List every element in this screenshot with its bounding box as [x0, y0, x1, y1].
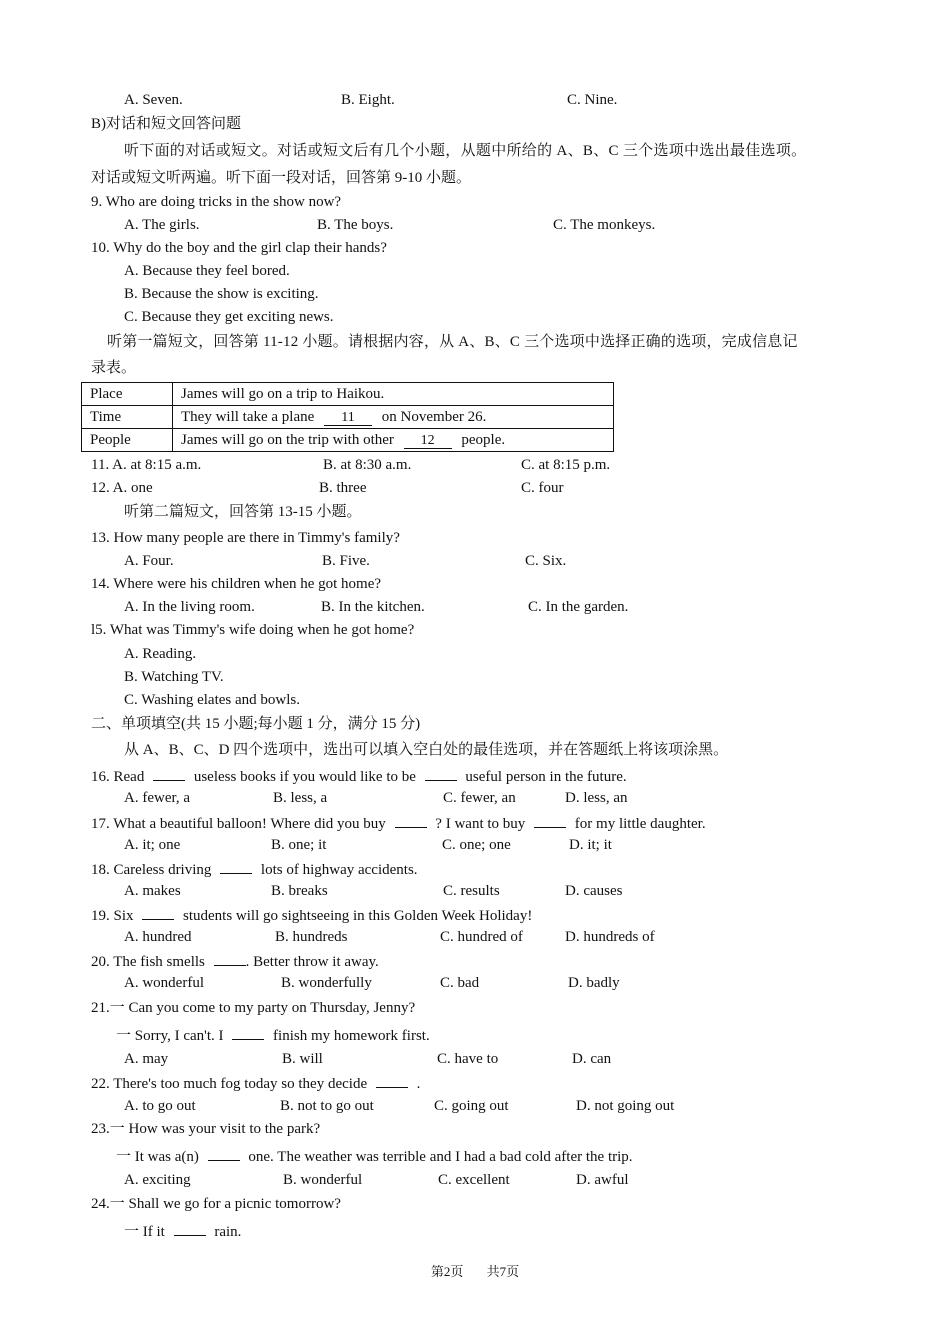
q22-text-2: .	[416, 1076, 421, 1092]
q24-text-2: rain.	[214, 1224, 242, 1240]
q15-option-b: B. Watching TV.	[124, 669, 224, 685]
time-value	[173, 406, 614, 429]
table-row	[82, 406, 614, 429]
q22-text-1: 22. There's too much fog today so they decide	[91, 1076, 368, 1092]
q21-option-d: D. can	[572, 1051, 612, 1067]
q16-option-c: C. fewer, an	[443, 790, 516, 806]
q16-stem	[91, 766, 627, 786]
q22-option-d: D. not going out	[576, 1098, 675, 1114]
q15-option-a: A. Reading.	[124, 646, 197, 662]
q18-stem	[91, 859, 418, 879]
place-value: James will go on a trip to Haikou.	[173, 383, 614, 406]
q24-text-1: 一 If it	[124, 1224, 165, 1240]
q16-blank-1	[153, 766, 185, 781]
q19-text-2: students will go sightseeing in this Golden Week Holiday!	[183, 908, 533, 924]
q19-option-b: B. hundreds	[275, 929, 348, 945]
q19-option-c: C. hundred of	[440, 929, 523, 945]
q11-option-a: 11. A. at 8:15 a.m.	[91, 457, 202, 473]
q13-option-b: B. Five.	[322, 553, 370, 569]
people-value	[173, 429, 614, 452]
q14-stem: 14. Where were his children when he got home?	[91, 576, 382, 592]
q19-option-a: A. hundred	[124, 929, 192, 945]
q18-option-c: C. results	[443, 883, 500, 899]
q10-option-b: B. Because the show is exciting.	[124, 286, 319, 302]
blank-11: 11	[324, 411, 372, 426]
q14-option-b: B. In the kitchen.	[321, 599, 425, 615]
q20-text-2: . Better throw it away.	[245, 954, 379, 970]
passage1-instruction-1: 听第一篇短文，回答第 11-12 小题。请根据内容，从 A、B、C 三个选项中选择正确的选项，完成信息记	[107, 334, 798, 350]
q22-option-c: C. going out	[434, 1098, 509, 1114]
q21-text-2: finish my homework first.	[273, 1028, 430, 1044]
q18-option-b: B. breaks	[271, 883, 328, 899]
q19-stem	[91, 905, 532, 925]
total-pages: 共7页	[486, 1264, 520, 1279]
q21-text-1: 一 Sorry, I can't. I	[116, 1028, 224, 1044]
q12-option-a: 12. A. one	[91, 480, 153, 496]
q16-text-3: useful person in the future.	[465, 769, 627, 785]
page-footer	[0, 1261, 950, 1280]
q13-stem: 13. How many people are there in Timmy's family?	[91, 530, 400, 546]
q18-blank	[220, 859, 252, 874]
q17-option-a: A. it; one	[124, 837, 181, 853]
q24-line-1: 24.一 Shall we go for a picnic tomorrow?	[91, 1196, 341, 1212]
q9-option-b: B. The boys.	[317, 217, 394, 233]
q17-option-c: C. one; one	[442, 837, 511, 853]
table-row	[82, 429, 614, 452]
q10-option-a: A. Because they feel bored.	[124, 263, 290, 279]
q16-option-a: A. fewer, a	[124, 790, 191, 806]
passage2-instruction: 听第二篇短文，回答第 13-15 小题。	[124, 504, 362, 520]
q9-option-a: A. The girls.	[124, 217, 200, 233]
page-number: 第2页	[430, 1264, 464, 1279]
q24-line-2	[124, 1221, 241, 1241]
q12-option-b: B. three	[319, 480, 367, 496]
q14-option-c: C. In the garden.	[528, 599, 629, 615]
q17-text-2: ? I want to buy	[435, 816, 526, 832]
section-b-title: B)对话和短文回答问题	[91, 116, 242, 132]
q21-blank	[232, 1025, 264, 1040]
q17-option-b: B. one; it	[271, 837, 327, 853]
q16-text-2: useless books if you would like to be	[193, 769, 416, 785]
people-text-post: people.	[461, 432, 506, 448]
q11-option-b: B. at 8:30 a.m.	[323, 457, 412, 473]
q22-stem	[91, 1073, 420, 1093]
q21-line-1: 21.一 Can you come to my party on Thursday, Jenny?	[91, 1000, 416, 1016]
q16-option-b: B. less, a	[273, 790, 328, 806]
q17-blank-2	[534, 813, 566, 828]
section-b-instruction-1: 听下面的对话或短文。对话或短文后有几个小题，从题中所给的 A、B、C 三个选项中选出最佳选项。	[124, 143, 807, 159]
q18-text-2: lots of highway accidents.	[260, 862, 418, 878]
section-b-instruction-2: 对话或短文听两遍。听下面一段对话，回答第 9-10 小题。	[91, 170, 471, 186]
q23-line-1: 23.一 How was your visit to the park?	[91, 1121, 321, 1137]
q20-stem	[91, 951, 379, 971]
q19-blank	[142, 905, 174, 920]
q22-option-b: B. not to go out	[280, 1098, 374, 1114]
q23-option-c: C. excellent	[438, 1172, 510, 1188]
q20-blank	[214, 951, 246, 966]
q24-blank	[174, 1221, 206, 1236]
q12-option-c: C. four	[521, 480, 564, 496]
q13-option-c: C. Six.	[525, 553, 567, 569]
q21-option-b: B. will	[282, 1051, 323, 1067]
q17-stem	[91, 813, 706, 833]
q20-text-1: 20. The fish smells	[91, 954, 205, 970]
q13-option-a: A. Four.	[124, 553, 174, 569]
q20-option-d: D. badly	[568, 975, 620, 991]
q23-blank	[208, 1146, 240, 1161]
q15-option-c: C. Washing elates and bowls.	[124, 692, 300, 708]
q18-option-d: D. causes	[565, 883, 623, 899]
time-text-post: on November 26.	[381, 409, 487, 425]
q16-blank-2	[425, 766, 457, 781]
q22-option-a: A. to go out	[124, 1098, 196, 1114]
q23-option-b: B. wonderful	[283, 1172, 363, 1188]
people-label: People	[82, 429, 173, 452]
part2-instruction: 从 A、B、C、D 四个选项中，选出可以填入空白处的最佳选项，并在答题纸上将该项涂黑。	[124, 742, 729, 758]
q19-text-1: 19. Six	[91, 908, 134, 924]
q17-blank-1	[395, 813, 427, 828]
q18-option-a: A. makes	[124, 883, 181, 899]
time-label: Time	[82, 406, 173, 429]
q23-text-1: 一 It was a(n)	[116, 1149, 199, 1165]
time-text-pre: They will take a plane	[181, 409, 315, 425]
q21-option-c: C. have to	[437, 1051, 499, 1067]
q15-stem: l5. What was Timmy's wife doing when he got home?	[91, 622, 415, 638]
q17-option-d: D. it; it	[569, 837, 612, 853]
q16-text-1: 16. Read	[91, 769, 145, 785]
part2-title: 二、单项填空(共 15 小题;每小题 1 分，满分 15 分)	[91, 716, 421, 732]
q23-option-a: A. exciting	[124, 1172, 191, 1188]
q10-stem: 10. Why do the boy and the girl clap their hands?	[91, 240, 387, 256]
q17-text-3: for my little daughter.	[574, 816, 706, 832]
q23-line-2	[116, 1146, 633, 1166]
q8-option-b: B. Eight.	[341, 92, 395, 108]
q8-option-a: A. Seven.	[124, 92, 183, 108]
q8-option-c: C. Nine.	[567, 92, 618, 108]
q16-option-d: D. less, an	[565, 790, 628, 806]
q23-text-2: one. The weather was terrible and I had a bad cold after the trip.	[248, 1149, 633, 1165]
q20-option-c: C. bad	[440, 975, 480, 991]
q19-option-d: D. hundreds of	[565, 929, 655, 945]
q17-text-1: 17. What a beautiful balloon! Where did you buy	[91, 816, 386, 832]
q14-option-a: A. In the living room.	[124, 599, 255, 615]
place-label: Place	[82, 383, 173, 406]
info-record-table	[81, 382, 614, 452]
q9-stem: 9. Who are doing tricks in the show now?	[91, 194, 342, 210]
q23-option-d: D. awful	[576, 1172, 629, 1188]
q21-line-2	[116, 1025, 430, 1045]
q11-option-c: C. at 8:15 p.m.	[521, 457, 611, 473]
blank-12: 12	[404, 434, 452, 449]
table-row	[82, 383, 614, 406]
q10-option-c: C. Because they get exciting news.	[124, 309, 334, 325]
passage1-instruction-2: 录表。	[91, 360, 137, 376]
q20-option-b: B. wonderfully	[281, 975, 372, 991]
q20-option-a: A. wonderful	[124, 975, 204, 991]
q22-blank	[376, 1073, 408, 1088]
people-text-pre: James will go on the trip with other	[181, 432, 394, 448]
q21-option-a: A. may	[124, 1051, 169, 1067]
q9-option-c: C. The monkeys.	[553, 217, 656, 233]
q18-text-1: 18. Careless driving	[91, 862, 212, 878]
